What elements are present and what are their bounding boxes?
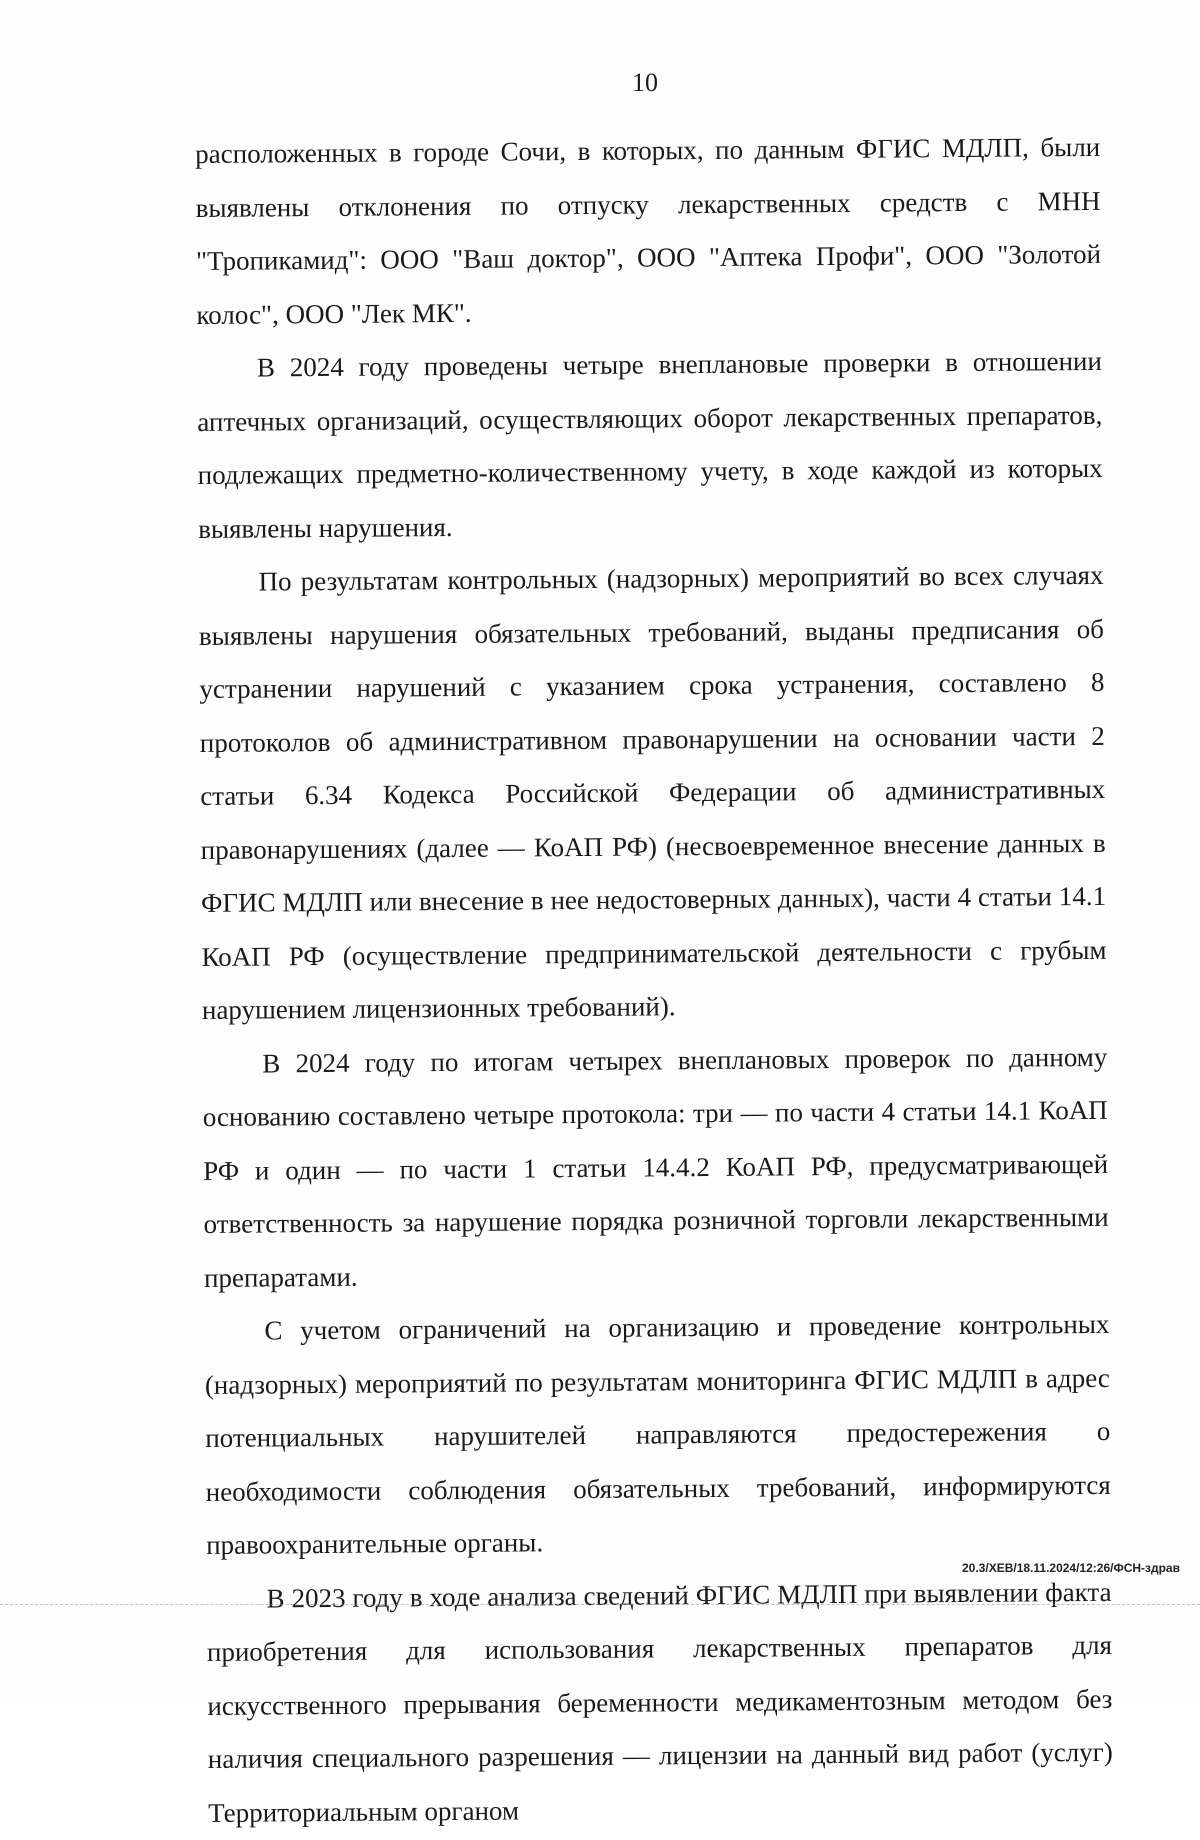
paragraph-control-results: По результатам контрольных (надзорных) мероприятий во всех случаях выявлены нарушения обязательных требований, выданы предписания об устранении нарушений с указанием срока устранения, составлено 8 протоколов об административном правонарушении на основании части 2 статьи 6.34 Кодекса Российской Федерации об административных правонарушениях (далее — КоАП РФ) (несвоевременное внесение данных в ФГИС МДЛП или внесение в нее недостоверных данных), части 4 статьи 14.1 КоАП РФ (осуществление предпринимательской деятельности с грубым нарушением лицензионных требований). (198, 559, 1107, 1025)
document-body (195, 121, 1113, 1840)
page-number: 10 (632, 68, 658, 97)
paragraph-protocols-2024: В 2024 году по итогам четырех внеплановых проверок по данному основанию составлено четыре протокола: три — по части 4 статьи 14.1 КоАП РФ и один — по части 1 статьи 14.4.2 КоАП РФ, предусматривающей ответственность за нарушение порядка розничной торговли лекарственными препаратами. (202, 1041, 1109, 1293)
scan-edge-line (0, 1604, 1200, 1605)
paragraph-analysis-2023: В 2023 году в ходе анализа сведений ФГИС МДЛП при выявлении факта приобретения для использования лекарственных препаратов для искусственного прерывания беременности медикаментозным методом без наличия специального разрешения — лицензии на данный вид работ (услуг) Территориальным органом (206, 1576, 1113, 1828)
paragraph-warnings: С учетом ограничений на организацию и проведение контрольных (надзорных) мероприятий по результатам мониторинга ФГИС МДЛП в адрес потенциальных нарушителей направляются предостережения о необходимости соблюдения обязательных требований, информируются правоохранительные органы. (204, 1308, 1111, 1560)
document-registration-code: 20.3/ХЕВ/18.11.2024/12:26/ФСН-здрав (962, 1561, 1180, 1575)
paragraph-inspections-2024: В 2024 году проведены четыре внеплановые проверки в отношении аптечных организаций, осуществляющих оборот лекарственных препаратов, подлежащих предметно-количественному учету, в ходе каждой из которых выявлены нарушения. (197, 345, 1103, 544)
paragraph-continuation: расположенных в городе Сочи, в которых, по данным ФГИС МДЛП, были выявлены отклонения по отпуску лекарственных средств с МНН "Тропикамид": ООО "Ваш доктор", ООО "Аптека Профи", ООО "Золотой колос", ООО "Лек МК". (195, 131, 1102, 330)
